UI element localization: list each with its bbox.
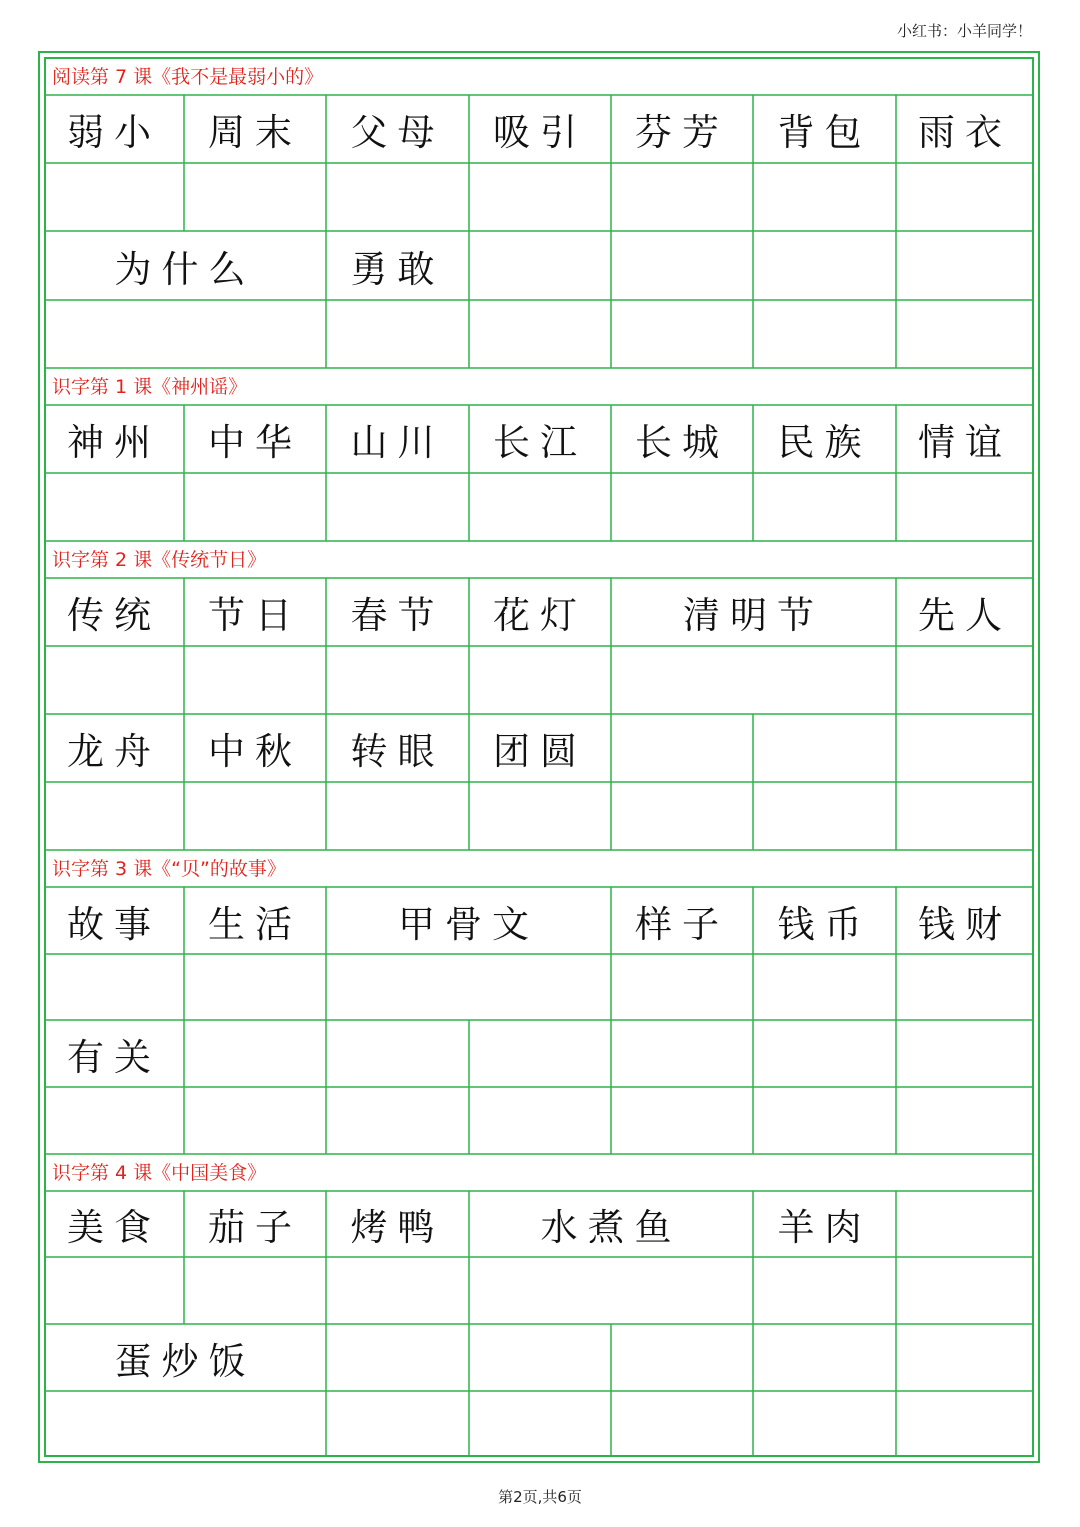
vocab-word: 山川 bbox=[350, 421, 445, 464]
vocab-word: 周末 bbox=[208, 111, 302, 154]
vocab-word: 茄子 bbox=[208, 1206, 302, 1249]
vocab-word: 弱小 bbox=[67, 111, 161, 154]
vocab-word: 吸引 bbox=[493, 111, 587, 154]
vocab-word: 花灯 bbox=[493, 594, 587, 637]
vocab-word: 雨衣 bbox=[918, 111, 1012, 154]
vocab-word: 甲骨文 bbox=[398, 902, 539, 946]
lesson-title: 识字第 3 课《“贝”的故事》 bbox=[52, 858, 286, 880]
lesson-title: 阅读第 7 课《我不是最弱小的》 bbox=[52, 66, 324, 88]
vocab-word: 先人 bbox=[918, 594, 1012, 637]
vocab-word: 春节 bbox=[350, 594, 445, 637]
vocab-word: 勇敢 bbox=[350, 247, 445, 291]
vocab-word: 故事 bbox=[67, 902, 161, 946]
vocab-word: 羊肉 bbox=[777, 1206, 872, 1249]
vocab-word: 钱财 bbox=[918, 902, 1012, 946]
vocab-word: 中华 bbox=[208, 421, 302, 464]
vocab-word: 样子 bbox=[635, 902, 729, 946]
vocab-word: 背包 bbox=[777, 111, 872, 154]
vocab-word: 美食 bbox=[67, 1206, 161, 1249]
vocab-word: 钱币 bbox=[777, 902, 872, 946]
vocab-word: 长城 bbox=[635, 421, 729, 464]
vocab-word: 烤鸭 bbox=[350, 1206, 445, 1249]
vocab-word: 民族 bbox=[777, 421, 872, 464]
vocab-word: 水煮鱼 bbox=[540, 1206, 682, 1249]
vocab-word: 节日 bbox=[208, 594, 302, 637]
vocab-word: 有关 bbox=[67, 1035, 161, 1079]
credit-text: 小红书：小羊同学！ bbox=[896, 22, 1032, 40]
lesson-title: 识字第 1 课《神州谣》 bbox=[52, 376, 248, 398]
vocab-word: 神州 bbox=[67, 421, 161, 464]
vocab-word: 传统 bbox=[67, 594, 161, 637]
vocab-word: 蛋炒饭 bbox=[114, 1339, 256, 1383]
lesson-title: 识字第 2 课《传统节日》 bbox=[52, 549, 267, 571]
vocab-word: 情谊 bbox=[918, 421, 1012, 464]
vocab-word: 为什么 bbox=[114, 247, 256, 291]
vocab-word: 团圆 bbox=[493, 730, 587, 773]
vocab-word: 清明节 bbox=[683, 594, 824, 637]
vocab-word: 转眼 bbox=[350, 730, 445, 773]
lesson-title: 识字第 4 课《中国美食》 bbox=[52, 1162, 267, 1184]
page-number: 第2页,共6页 bbox=[498, 1488, 582, 1506]
vocab-word: 中秋 bbox=[208, 730, 302, 773]
vocab-word: 长江 bbox=[493, 421, 587, 464]
vocab-word: 芬芳 bbox=[635, 111, 729, 154]
vocab-word: 龙舟 bbox=[67, 730, 161, 773]
vocab-word: 父母 bbox=[350, 111, 445, 154]
vocab-word: 生活 bbox=[208, 902, 302, 946]
